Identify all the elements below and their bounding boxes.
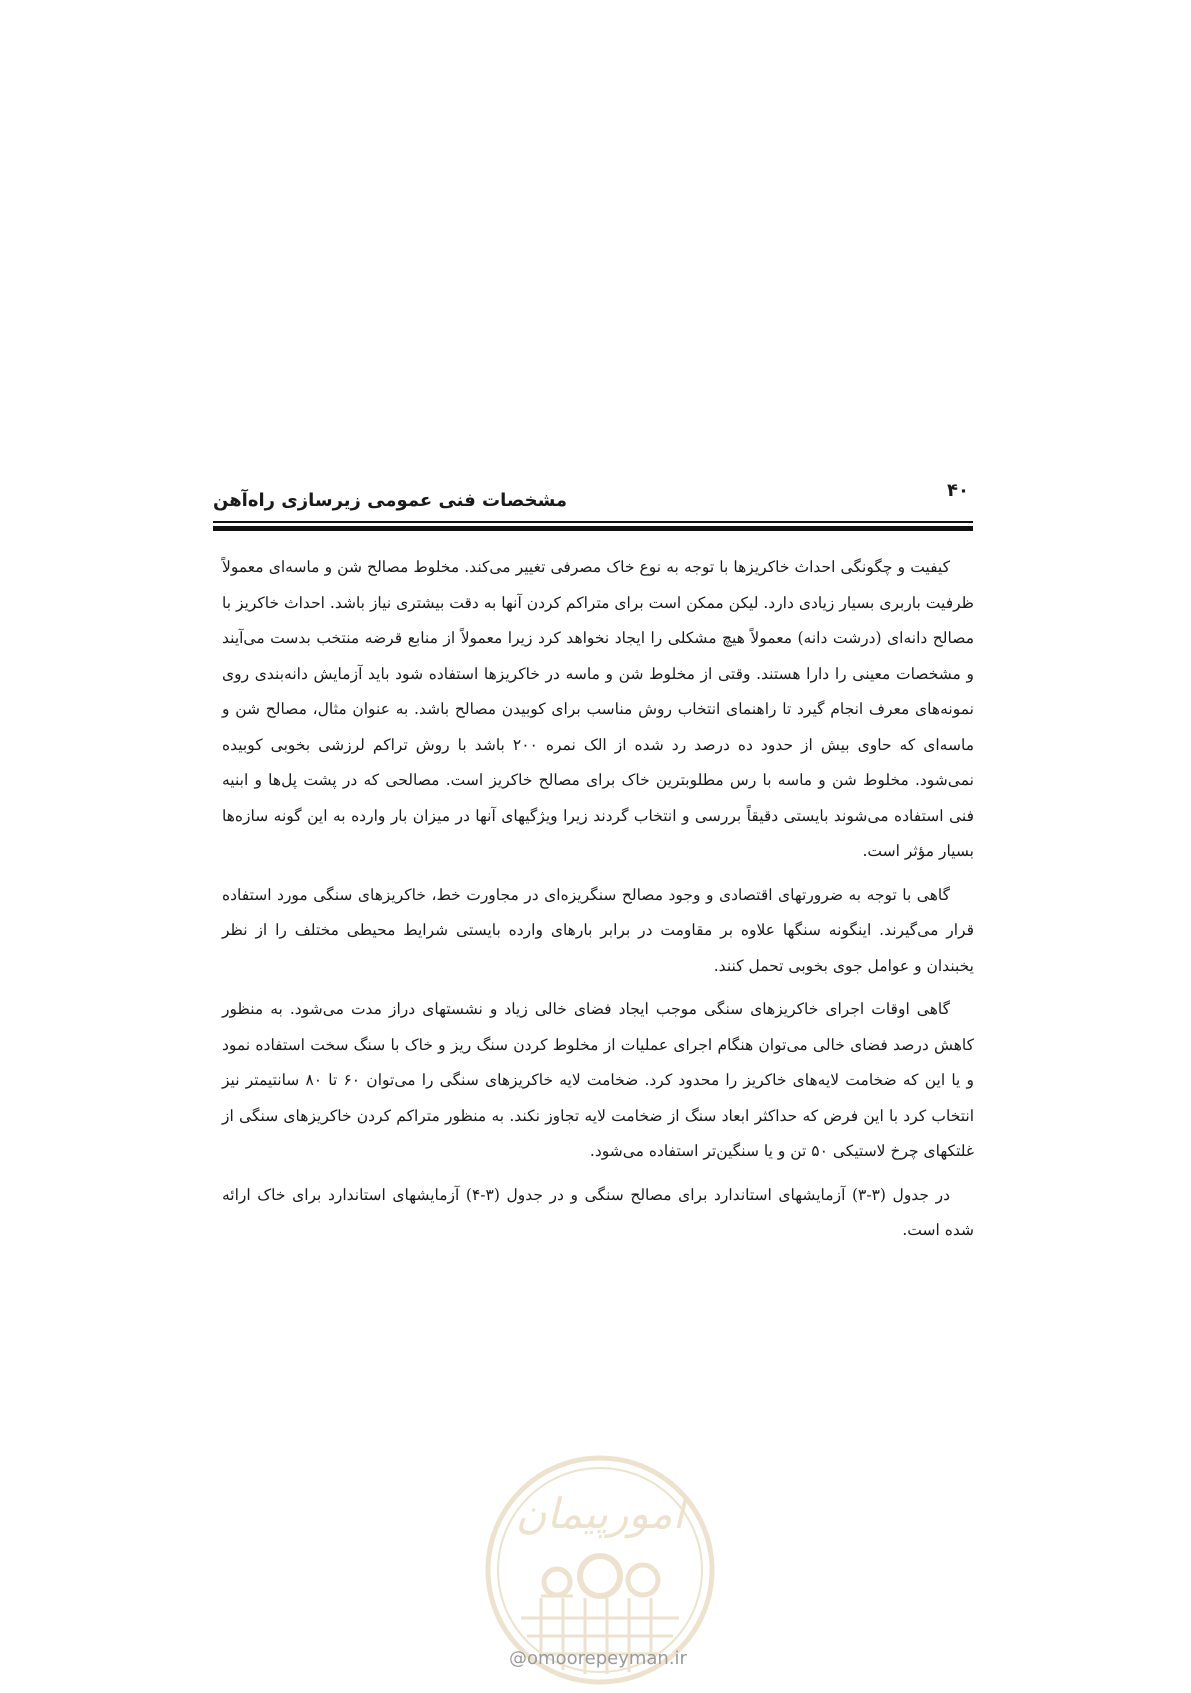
header-rule-thin — [213, 521, 973, 523]
watermark-url: @omoorepeyman.ir — [509, 1648, 687, 1669]
svg-text:امورپیمان: امورپیمان — [515, 1489, 685, 1538]
paragraph: کیفیت و چگونگی احداث خاکریزها با توجه به نوع خاک مصرفی تغییر می‌کند. مخلوط مصالح شن و ماسه‌ای معمولاً ظرفیت باربری بسیار زیادی دارد. لیکن ممکن است برای متراکم کردن آنها به دقت بیشتری نیاز باشد. احداث خاکریز با مصالح دانه‌ای (درشت دانه) معمولاً هیچ مشکلی را ایجاد نخواهد کرد زیرا معمولاً از منابع قرضه منتخب بدست می‌آیند و مشخصات معینی را دارا هستند. وقتی از مخلوط شن و ماسه در خاکریزها استفاده شود باید آزمایش دانه‌بندی روی نمونه‌های معرف انجام گیرد تا راهنمای انتخاب روش مناسب برای کوبیدن مصالح باشد. به عنوان مثال، مصالح شن و ماسه‌ای که حاوی بیش از حدود ده درصد رد شده از الک نمره ۲۰۰ باشد با روش تراکم لرزشی بخوبی کوبیده نمی‌شود. مخلوط شن و ماسه با رس مطلوبترین خاک برای مصالح خاکریز است. مصالحی که در پشت پل‌ها و ابنیه فنی استفاده می‌شوند بایستی دقیقاً بررسی و انتخاب گردند زیرا ویژگیهای آنها در میزان بار وارده به این گونه سازه‌ها بسیار مؤثر است. — [222, 558, 974, 860]
body-text — [222, 550, 974, 1257]
paragraph: در جدول (۳-۳) آزمایشهای استاندارد برای مصالح سنگی و در جدول (۳-۴) آزمایشهای استاندارد برای خاک ارائه شده است. — [222, 1185, 974, 1239]
page-number: ۴۰ — [947, 480, 969, 501]
paragraph: گاهی با توجه به ضرورتهای اقتصادی و وجود مصالح سنگریزه‌ای در مجاورت خط، خاکریزهای سنگی مورد استفاده قرار می‌گیرند. اینگونه سنگها علاوه بر مقاومت در برابر بارهای وارده بایستی شرایط محیطی مختلف را از نظر یخبندان و عوامل جوی بخوبی تحمل کنند. — [222, 885, 974, 975]
page-header — [213, 474, 973, 534]
header-rule-thick — [213, 526, 973, 531]
running-title: مشخصات فنی عمومی زیرسازی راه‌آهن — [213, 490, 568, 511]
paragraph: گاهی اوقات اجرای خاکریزهای سنگی موجب ایجاد فضای خالی زیاد و نشستهای دراز مدت می‌شود. به منظور کاهش درصد فضای خالی می‌توان هنگام اجرای عملیات از مخلوط کردن سنگ ریز و خاک با سنگ سخت استفاده نمود و یا این که ضخامت لایه‌های خاکریز را محدود کرد. ضخامت لایه خاکریزهای سنگی را می‌توان ۶۰ تا ۸۰ سانتیمتر نیز انتخاب کرد با این فرض که حداکثر ابعاد سنگ از ضخامت لایه تجاوز نکند. به منظور متراکم کردن خاکریزهای سنگی از غلتکهای چرخ لاستیکی ۵۰ تن و یا سنگین‌تر استفاده می‌شود. — [222, 1000, 975, 1160]
